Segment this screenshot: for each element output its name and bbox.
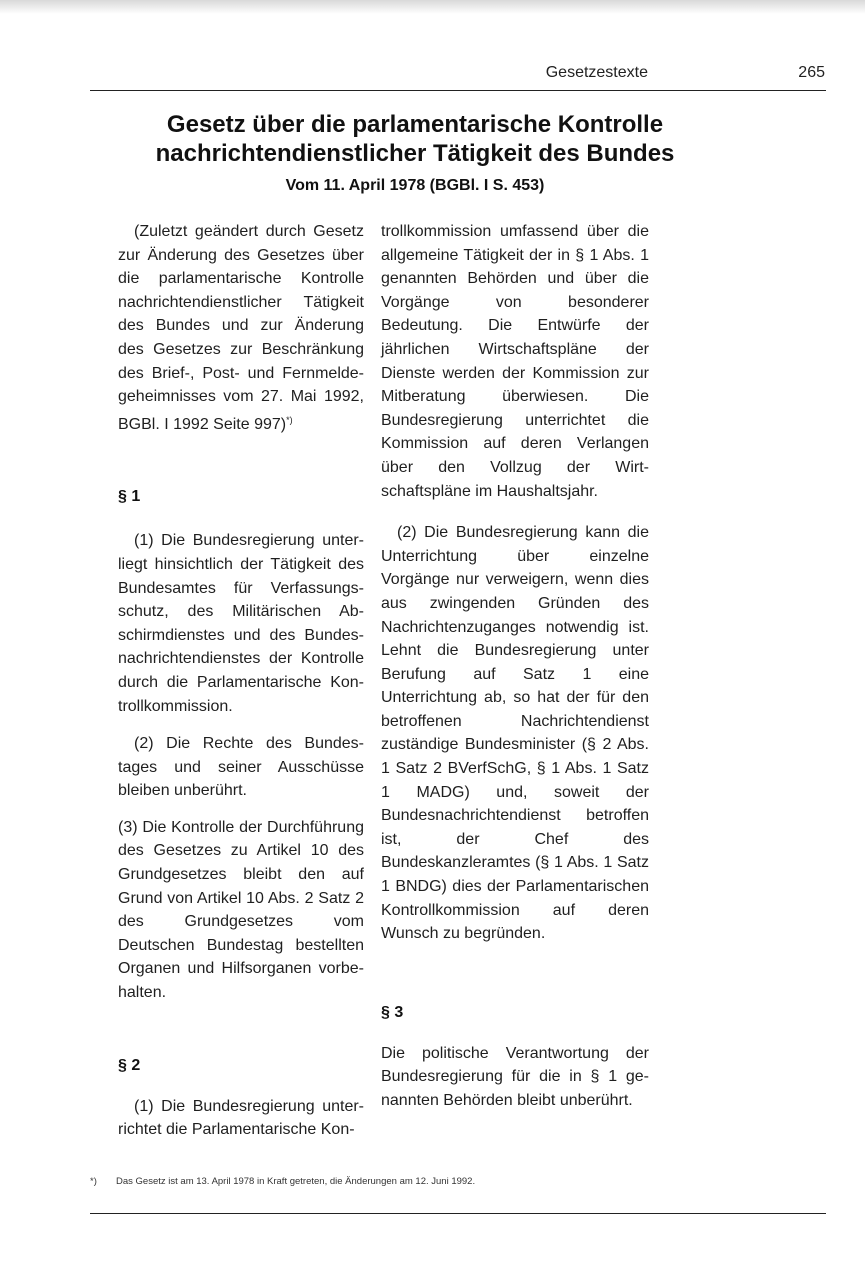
section-3-heading: § 3 <box>381 1003 404 1021</box>
section-3-paragraph-1: Die politische Verantwortung der Bundesregierung für die in § 1 genannten Behörden bleibt unberührt. <box>381 1044 649 1109</box>
title-line-1: Gesetz über die parlamentarische Kontrolle <box>166 111 664 138</box>
section-1-paragraph-3: (3) Die Kontrolle der Durchführung des Gesetzes zu Artikel 10 des Grundgesetzes bleibt den auf Grund von Artikel 10 Abs. 2 Satz 2 des Grundgesetzes vom Deutschen Bundestag bestellten Organen und Hilfsorganen vorbehalten. <box>118 818 364 1002</box>
section-2-heading: § 2 <box>118 1056 141 1074</box>
header-rule <box>90 90 826 91</box>
left-column <box>118 220 364 1142</box>
section-1-paragraph-1: (1) Die Bundesregierung unterliegt hinsichtlich der Tätigkeit des Bundesamtes für Verfassungsschutz, des Militärischen Abschirmdienstes und des Bundesnachrichtendienstes der Kontrolle durch die Parlamentarische Kontrollkommission. <box>118 532 364 715</box>
preamble <box>118 220 364 436</box>
section-2-paragraph-2: (2) Die Bundesregierung kann die Unterrichtung über einzelne Vorgänge nur verweigern, wenn dies aus zwingenden Gründen des Nachrichtenzuganges notwendig ist. Lehnt die Bundesregierung unter Berufung auf Satz 1 eine Unterrichtung ab, so hat der für den betroffenen Nachrichtendienst zuständige Bundesminister (§ 2 Abs. 1 Satz 2 BVerfSchG, § 1 Abs. 1 Satz 1 MADG) und, soweit der Bundesnachrichtendienst betroffen ist, der Chef des Bundeskanzleramtes (§ 1 Abs. 1 Satz 1 BNDG) dies der Parlamentarischen Kontrollkommission auf deren Wunsch zu begründen. <box>381 524 649 943</box>
running-title: Gesetzestexte <box>545 64 648 81</box>
title-line-2: nachrichtendienstlicher Tätigkeit des Bundes <box>155 140 675 167</box>
section-2-paragraph-1-start: (1) Die Bundesregierung unterrichtet die Parlamentarische Kon- <box>118 1097 364 1139</box>
preamble-text: (Zuletzt geändert durch Gesetz zur Änderung des Gesetzes über die parlamentarische Kontrolle nachrichtendienstlicher Tätigkeit des Bundes und zur Änderung des Gesetzes zur Beschränkung des Brief-, Post- und Fernmeldegeheimnisses vom 27. Mai 1992, BGBl. I 1992 Seite 997) <box>118 223 364 433</box>
section-1-heading: § 1 <box>118 488 141 506</box>
footer-rule <box>90 1213 826 1214</box>
right-column <box>381 220 649 1113</box>
footnote-text: Das Gesetz ist am 13. April 1978 in Kraft getreten, die Änderungen am 12. Juni 1992. <box>116 1176 476 1187</box>
document-title <box>90 110 740 168</box>
section-2-paragraph-1-continued: trollkommission umfassend über die allgemeine Tätigkeit der in § 1 Abs. 1 genannten Behörden und über die Vorgänge von besonderer Bedeutung. Die Entwürfe der jährlichen Wirtschaftspläne der Dienste werden der Kommission zur Mitberatung überwiesen. Die Bundesregierung unterrichtet die Kommission auf deren Verlangen über den Vollzug der Wirtschaftspläne im Haushaltsjahr. <box>381 223 649 500</box>
scan-edge-shading <box>0 0 865 14</box>
document-subtitle: Vom 11. April 1978 (BGBl. I S. 453) <box>285 177 545 194</box>
footnote-reference: *) <box>286 414 293 425</box>
footnote <box>90 1176 475 1187</box>
footnote-mark: *) <box>90 1176 97 1187</box>
section-1-paragraph-2: (2) Die Rechte des Bundestages und seiner Ausschüsse bleiben unberührt. <box>118 735 364 800</box>
page-number: 265 <box>798 64 825 81</box>
